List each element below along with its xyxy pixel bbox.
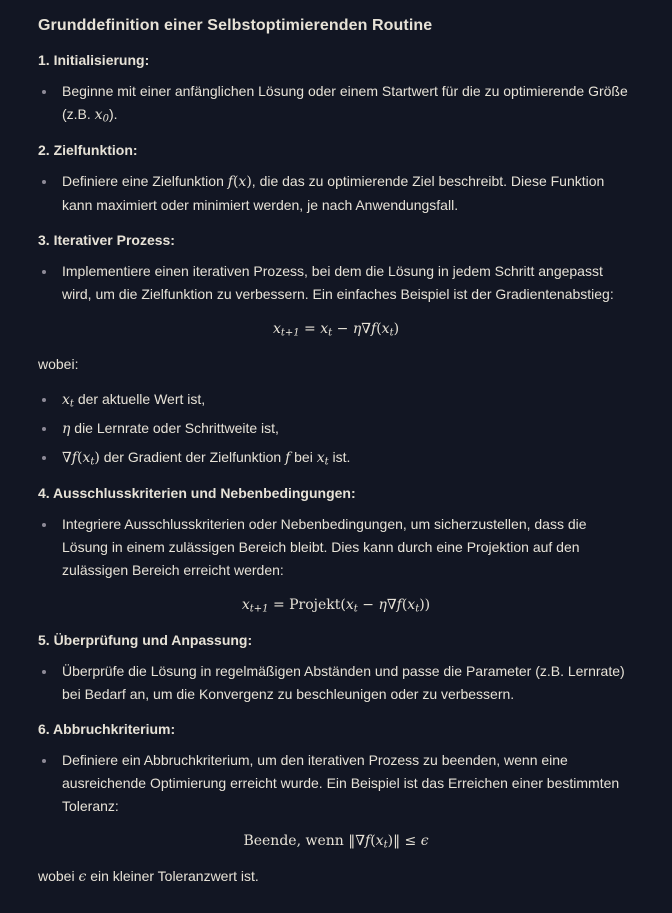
math-inline: x <box>94 107 103 123</box>
math-inline: f <box>71 450 77 466</box>
math-inline: η <box>62 421 71 437</box>
bullet-item <box>38 417 634 441</box>
math-inline: x <box>407 597 416 613</box>
bullet-text: η die Lernrate oder Schrittweite ist, <box>62 420 279 437</box>
math-subscript: t <box>90 456 95 468</box>
bullet-item <box>38 749 634 818</box>
math-inline: − <box>357 597 379 613</box>
math-inline: x <box>238 174 247 190</box>
math-inline: )‖ ≤ <box>387 833 421 849</box>
bullet-item <box>38 170 634 217</box>
math-subscript: t <box>415 603 420 615</box>
math-inline: x <box>272 321 281 337</box>
bullet-text: Beginne mit einer anfänglichen Lösung oder einem Startwert für die zu optimierende Größe (z.B. $x_0$). <box>62 83 628 125</box>
math-inline: ) <box>246 174 252 190</box>
math-inline: x <box>320 321 329 337</box>
math-subscript: t <box>69 398 74 410</box>
bullet-marker-icon <box>42 670 46 674</box>
bullet-marker-icon <box>42 523 46 527</box>
math-inline: ( <box>401 597 408 613</box>
bullet-item <box>38 660 634 706</box>
math-inline: f <box>227 174 233 190</box>
bullet-text: Definiere eine Zielfunktion f(x), die das zu optimierende Ziel beschreibt. Diese Funktion kann maximiert oder minimiert werden, je nach Anwendungsfall. <box>62 173 605 213</box>
bullet-marker-icon <box>42 759 46 763</box>
math-inline: = <box>299 321 321 337</box>
bullet-item <box>38 388 634 412</box>
bullet-item <box>38 80 634 127</box>
math-inline: ∇ <box>62 450 72 466</box>
bullet-marker-icon <box>42 398 46 402</box>
math-inline: = Projekt( <box>268 597 346 613</box>
math-subscript: t+1 <box>249 603 269 615</box>
math-inline: x <box>82 450 91 466</box>
math-subscript: t+1 <box>280 327 300 339</box>
math-inline: f <box>365 833 371 849</box>
section-heading: 2. Zielfunktion: <box>38 142 138 158</box>
math-inline: ( <box>370 833 376 849</box>
math-inline: x <box>345 597 354 613</box>
math-subscript: t <box>328 327 333 339</box>
math-inline: x <box>375 833 384 849</box>
math-inline: ∇ <box>386 597 397 613</box>
message-body <box>38 49 634 889</box>
math-inline: η <box>378 597 387 613</box>
bullet-marker-icon <box>42 180 46 184</box>
math-inline: ( <box>376 321 382 337</box>
math-inline: ∇ <box>361 321 371 337</box>
math-inline: η <box>352 321 362 337</box>
bullet-text: Definiere ein Abbruchkriterium, um den iterativen Prozess zu beenden, wenn eine ausreichende Optimierung erreicht wurde. Ein Beispiel ist das Erreichen einer bestimmten Toleranz: <box>62 752 620 814</box>
section-heading: 3. Iterativer Prozess: <box>38 232 175 248</box>
bullet-text: Implementiere einen iterativen Prozess, bei dem die Lösung in jedem Schritt angepasst wird, um die Zielfunktion zu verbessern. Ein einfaches Beispiel ist der Gradientenabstieg: <box>62 263 614 302</box>
bullet-text: Überprüfe die Lösung in regelmäßigen Abständen und passe die Parameter (z.B. Lernrate) bei Bedarf an, um die Konvergenz zu beschleunigen oder zu verbessern. <box>62 663 625 702</box>
math-inline: x <box>381 321 390 337</box>
bullet-text: $x_t$ der aktuelle Wert ist, <box>62 391 206 410</box>
bullet-marker-icon <box>42 90 46 94</box>
bullet-marker-icon <box>42 456 46 460</box>
bullet-item <box>38 260 634 306</box>
section-heading: 4. Ausschlusskriterien und Nebenbedingungen: <box>38 485 356 501</box>
page-title: Grunddefinition einer Selbstoptimierenden Routine <box>38 17 433 34</box>
section-heading: 1. Initialisierung: <box>38 52 150 68</box>
bullet-marker-icon <box>42 427 46 431</box>
math-formula <box>38 318 634 341</box>
paragraph: wobei: <box>38 356 79 372</box>
math-inline: ϵ <box>78 869 87 885</box>
paragraph: wobei ϵ ein kleiner Toleranzwert ist. <box>38 868 259 885</box>
math-subscript: t <box>353 603 358 615</box>
math-inline: f <box>285 450 291 466</box>
math-subscript: t <box>383 839 388 851</box>
math-inline: ) <box>393 321 400 337</box>
math-inline: )) <box>419 597 431 613</box>
bullet-item <box>38 446 634 470</box>
math-inline: f <box>396 597 402 613</box>
math-formula <box>38 594 634 617</box>
math-subscript: t <box>324 456 329 468</box>
math-inline: x <box>241 597 250 613</box>
section-heading: 5. Überprüfung und Anpassung: <box>38 632 253 648</box>
math-inline: ( <box>232 174 239 190</box>
math-inline: x <box>62 392 70 408</box>
math-inline: ϵ <box>420 833 429 849</box>
bullet-marker-icon <box>42 270 46 274</box>
math-subscript: t <box>389 327 394 339</box>
math-inline: ( <box>76 450 83 466</box>
bullet-item <box>38 513 634 582</box>
math-inline: f <box>371 321 377 337</box>
math-inline: − <box>332 321 353 337</box>
bullet-text: Integriere Ausschlusskriterien oder Nebenbedingungen, um sicherzustellen, dass die Lösung in einem zulässigen Bereich bleibt. Dies kann durch eine Projektion auf den zulässigen Bereich erreicht werden: <box>62 516 587 578</box>
math-subscript: 0 <box>102 113 109 125</box>
math-inline: x <box>316 450 325 466</box>
math-inline: ) <box>94 450 100 466</box>
math-inline: Beende, wenn ‖∇ <box>243 833 366 849</box>
bullet-text: $\nabla f(x_t)$ der Gradient der Zielfunktion f bei $x_t$ ist. <box>62 449 351 468</box>
document <box>38 14 634 889</box>
section-heading: 6. Abbruchkriterium: <box>38 721 176 737</box>
math-formula <box>38 830 634 853</box>
